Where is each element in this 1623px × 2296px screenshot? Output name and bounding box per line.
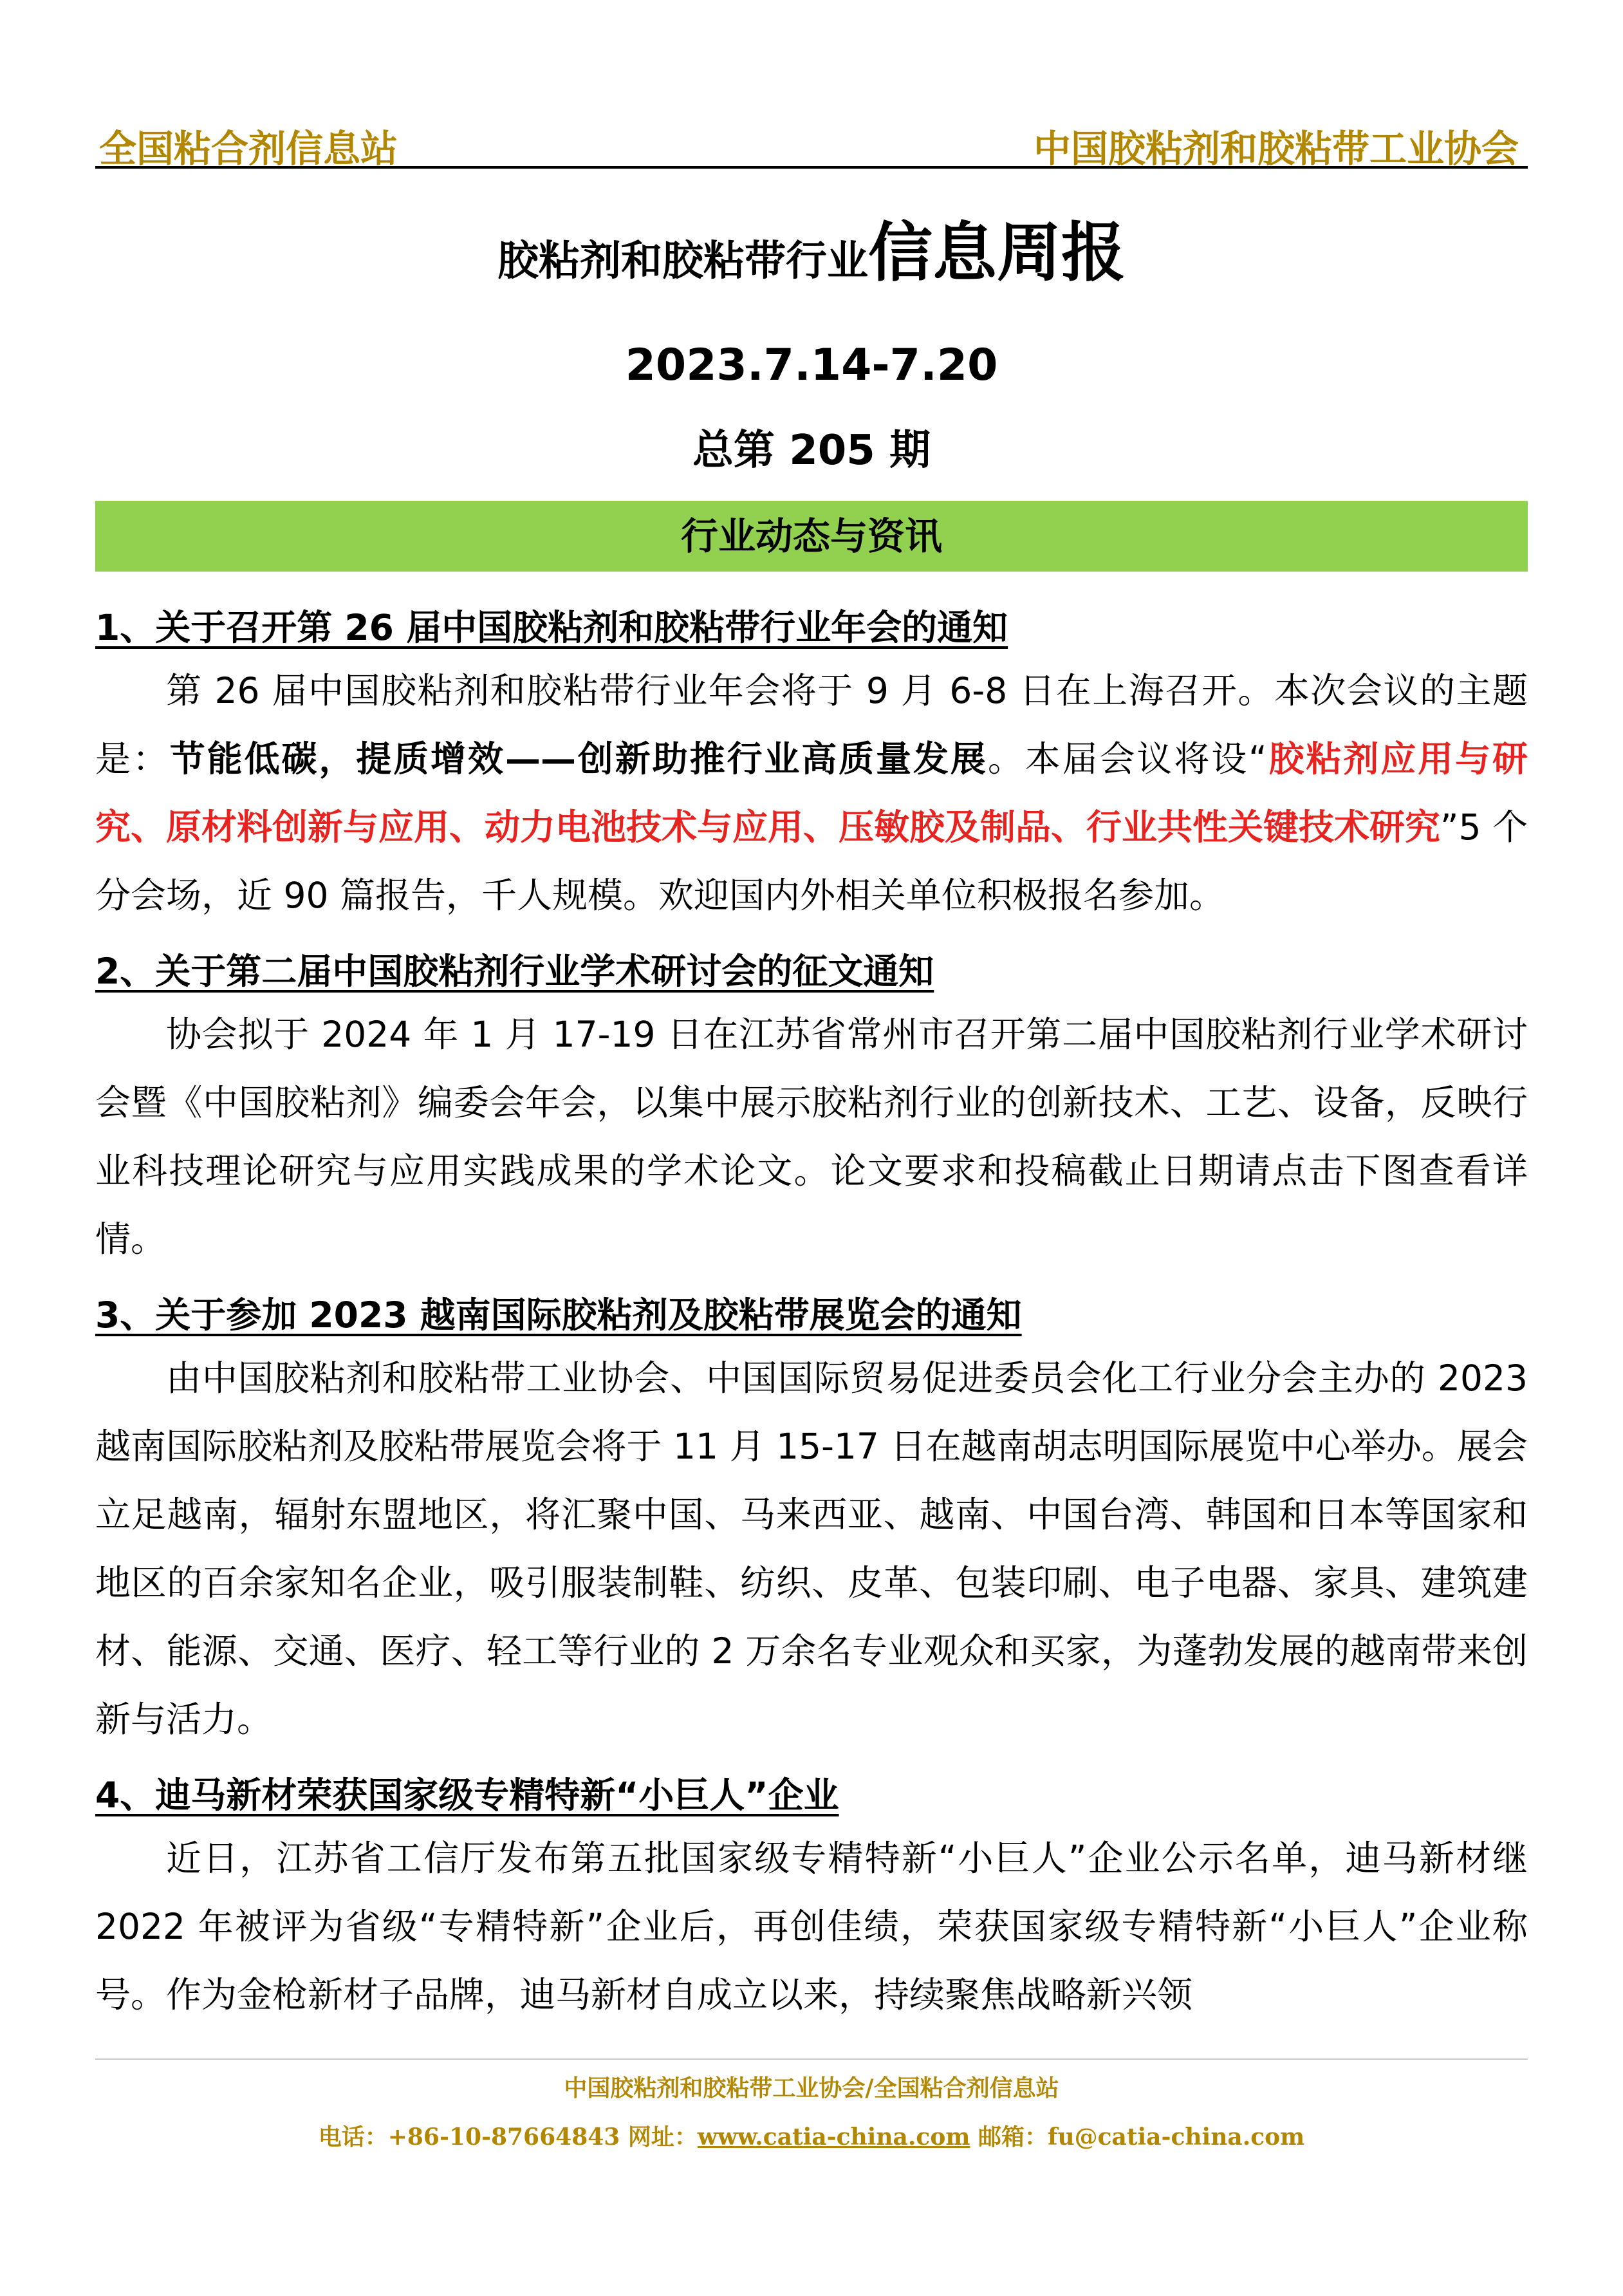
para-text: ”5 个分会场，近 90 篇报告，千人规模。欢迎国内外相关单位积极报名参加。 [95, 807, 1528, 916]
news-paragraph [95, 657, 1528, 929]
footer-email-label: 邮箱： [970, 2123, 1048, 2151]
page-header [95, 115, 1528, 169]
footer-email[interactable]: fu@catia-china.com [1047, 2123, 1305, 2151]
news-paragraph: 近日，江苏省工信厅发布第五批国家级专精特新“小巨人”企业公示名单，迪马新材继 2022 年被评为省级“专精特新”企业后，再创佳绩，荣获国家级专精特新“小巨人”企业称号。作为金枪新材子品牌，迪马新材自成立以来，持续聚焦战略新兴领 [95, 1838, 1528, 2015]
news-title-text: 3、关于参加 2023 越南国际胶粘剂及胶粘带展览会的通知 [95, 1294, 1022, 1336]
news-item [95, 1286, 1528, 1753]
footer-web-label: 网址： [620, 2123, 698, 2151]
footer-phone: 电话：+86-10-87664843 [318, 2123, 620, 2151]
content-body [95, 599, 1528, 2042]
sub-venues: 胶粘剂应用与研究、原材料创新与应用、动力电池技术与应用、压敏胶及制品、行业共性关键技术研究 [95, 738, 1528, 848]
footer-divider [95, 2058, 1528, 2060]
header-left-text: 全国粘合剂信息站 [99, 127, 398, 171]
title-small: 胶粘剂和胶粘带行业 [497, 238, 868, 285]
header-right-text: 中国胶粘剂和胶粘带工业协会 [1033, 127, 1519, 171]
news-paragraph: 协会拟于 2024 年 1 月 17-19 日在江苏省常州市召开第二届中国胶粘剂行业学术研讨会暨《中国胶粘剂》编委会年会，以集中展示胶粘剂行业的创新技术、工艺、设备，反映行业科技理论研究与应用实践成果的学术论文。论文要求和投稿截止日期请点击下图查看详情。 [95, 1014, 1528, 1260]
page-title [0, 201, 1623, 294]
news-item [95, 599, 1528, 929]
issue-number: 总第 205 期 [692, 427, 931, 474]
date-range: 2023.7.14-7.20 [625, 340, 998, 391]
news-title-text: 2、关于第二届中国胶粘剂行业学术研讨会的征文通知 [95, 951, 934, 992]
news-title-text: 1、关于召开第 26 届中国胶粘剂和胶粘带行业年会的通知 [95, 607, 1008, 648]
section-banner: 行业动态与资讯 [95, 501, 1528, 572]
news-item [95, 1766, 1528, 2029]
news-title[interactable] [95, 942, 1528, 1000]
para-text: 第 26 届中国胶粘剂和胶粘带行业年会将于 9 月 6-8 日在上海召开。本次会议的主题是： [95, 670, 1528, 779]
news-title-text: 4、迪马新材荣获国家级专精特新“小巨人”企业 [95, 1775, 839, 1816]
footer-org: 中国胶粘剂和胶粘带工业协会/全国粘合剂信息站 [564, 2075, 1059, 2102]
news-item [95, 942, 1528, 1273]
news-title[interactable] [95, 1766, 1528, 1824]
news-title[interactable] [95, 1286, 1528, 1344]
footer-contact [0, 2119, 1623, 2152]
footer-website-link[interactable]: www.catia-china.com [697, 2123, 970, 2151]
title-big: 信息周报 [868, 215, 1126, 290]
news-paragraph: 由中国胶粘剂和胶粘带工业协会、中国国际贸易促进委员会化工行业分会主办的 2023 越南国际胶粘剂及胶粘带展览会将于 11 月 15-17 日在越南胡志明国际展览中心举办。展会立足越南，辐射东盟地区，将汇聚中国、马来西亚、越南、中国台湾、韩国和日本等国家和地区的百余家知名企业，吸引服装制鞋、纺织、皮革、包装印刷、电子电器、家具、建筑建材、能源、交通、医疗、轻工等行业的 2 万余名专业观众和买家，为蓬勃发展的越南带来创新与活力。 [95, 1358, 1528, 1740]
conference-theme: 节能低碳，提质增效——创新助推行业高质量发展 [169, 738, 988, 779]
news-title[interactable] [95, 599, 1528, 657]
para-text: 。本届会议将设“ [987, 738, 1267, 779]
